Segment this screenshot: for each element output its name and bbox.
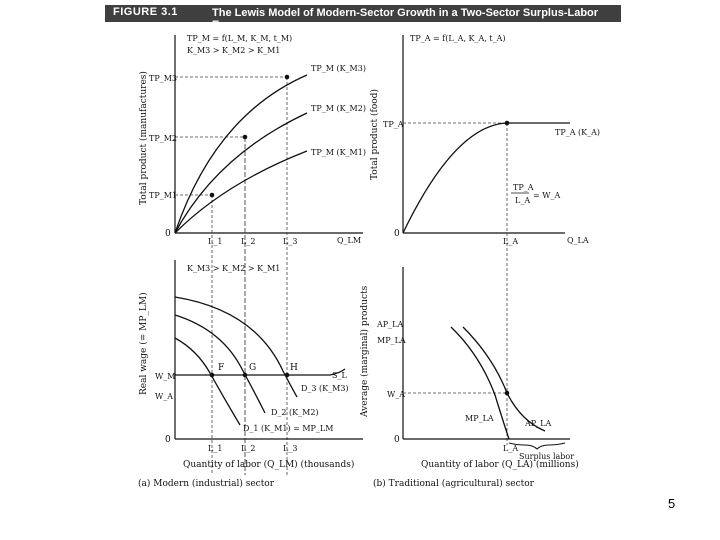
lewis-model-diagram bbox=[105, 5, 621, 498]
l2-tick-bottom: L_2 bbox=[241, 444, 256, 453]
label-f: F bbox=[218, 363, 225, 373]
ratio-numerator: TP_A bbox=[513, 183, 534, 192]
panel-b-bottom-x-label: Quantity of labor (Q_LA) (millions) bbox=[421, 460, 579, 470]
l1-tick-bottom: L_1 bbox=[208, 444, 223, 453]
point-g bbox=[243, 373, 248, 378]
tp-a-label: TP_A (K_A) bbox=[555, 128, 601, 137]
ap-la-tick: AP_LA bbox=[377, 320, 404, 329]
figure bbox=[105, 5, 621, 498]
figure-title: The Lewis Model of Modern-Sector Growth in a Two-Sector Surplus-Labor Economy bbox=[212, 7, 599, 31]
label-g: G bbox=[249, 363, 257, 373]
panel-a-bottom-x-label: Quantity of labor (Q_LM) (thousands) bbox=[183, 460, 355, 470]
panel-a-top-function: TP_M = f(L_M, K_M, t_M) bbox=[187, 34, 293, 43]
d3-label: D_3 (K_M3) bbox=[301, 384, 349, 393]
l3-tick-bottom: L_3 bbox=[283, 444, 298, 453]
panel-b-bottom bbox=[359, 267, 579, 489]
demand-d3-curve bbox=[175, 297, 297, 397]
l-a-tick-top: L_A bbox=[503, 237, 519, 246]
panel-b-bottom-y-label: Average (marginal) products bbox=[360, 285, 370, 417]
panel-a-top-origin: 0 bbox=[165, 229, 171, 239]
panel-a-top-y-label: Total product (manufactures) bbox=[139, 71, 149, 205]
panel-a-top bbox=[138, 34, 366, 475]
figure-label: FIGURE 3.1 bbox=[113, 6, 178, 18]
panel-b-caption: (b) Traditional (agricultural) sector bbox=[373, 479, 534, 489]
panel-b-top bbox=[369, 34, 600, 445]
tp-m-k3-label: TP_M (K_M3) bbox=[311, 64, 366, 73]
panel-b-bottom-origin: 0 bbox=[394, 435, 400, 445]
w-m-tick: W_M bbox=[155, 372, 176, 381]
ratio-rhs: = W_A bbox=[533, 191, 561, 200]
panel-b-top-x-label: Q_LA bbox=[567, 236, 589, 245]
tp-m1-tick: TP_M1 bbox=[149, 191, 177, 200]
l3-tick-top: L_3 bbox=[283, 237, 298, 246]
panel-a-caption: (a) Modern (industrial) sector bbox=[138, 479, 275, 489]
l1-tick-top: L_1 bbox=[208, 237, 223, 246]
point-h bbox=[285, 373, 290, 378]
panel-a-bottom-capital-order: K_M3 > K_M2 > K_M1 bbox=[187, 264, 281, 273]
label-h: H bbox=[290, 363, 298, 373]
d2-label: D_2 (K_M2) bbox=[271, 408, 319, 417]
panel-b-top-function: TP_A = f(L_A, K_A, t_A) bbox=[410, 34, 506, 43]
panel-b-top-y-label: Total product (food) bbox=[370, 89, 380, 180]
l-a-tick-bottom: L_A bbox=[503, 444, 519, 453]
mp-la-label: MP_LA bbox=[465, 414, 494, 423]
panel-b-top-origin: 0 bbox=[394, 229, 400, 239]
tp-m2-point bbox=[243, 135, 248, 140]
tp-m1-point bbox=[210, 193, 215, 198]
panel-a-bottom-y-label: Real wage (= MP_LM) bbox=[139, 292, 149, 395]
tp-m-k1-label: TP_M (K_M1) bbox=[311, 148, 366, 157]
tp-a-point bbox=[505, 121, 510, 126]
w-a-tick: W_A bbox=[155, 392, 173, 401]
tp-m2-tick: TP_M2 bbox=[149, 134, 177, 143]
l2-tick-top: L_2 bbox=[241, 237, 256, 246]
panel-a-top-capital-order: K_M3 > K_M2 > K_M1 bbox=[187, 46, 281, 55]
ap-la-label: AP_LA bbox=[525, 419, 552, 428]
point-f bbox=[210, 373, 215, 378]
ratio-denominator: L_A bbox=[515, 196, 531, 205]
tp-m-k2-label: TP_M (K_M2) bbox=[311, 104, 366, 113]
tp-a-curve bbox=[403, 123, 570, 233]
slide-page-number: 5 bbox=[668, 496, 676, 511]
labor-supply-curve bbox=[175, 369, 345, 375]
d1-label: D_1 (K_M1) = MP_LM bbox=[243, 424, 334, 433]
panel-a-bottom-origin: 0 bbox=[165, 435, 171, 445]
supply-label: S_L bbox=[332, 371, 347, 380]
tp-m3-tick: TP_M3 bbox=[149, 74, 177, 83]
panel-a-top-x-label: Q_LM bbox=[337, 236, 362, 245]
w-a-tick-b: W_A bbox=[387, 390, 405, 399]
tp-a-tick: TP_A bbox=[383, 120, 404, 129]
wa-point bbox=[505, 391, 510, 396]
panel-a-bottom bbox=[138, 260, 363, 489]
surplus-label: Surplus labor bbox=[519, 452, 575, 461]
mp-la-tick: MP_LA bbox=[377, 336, 406, 345]
tp-m3-point bbox=[285, 75, 290, 80]
